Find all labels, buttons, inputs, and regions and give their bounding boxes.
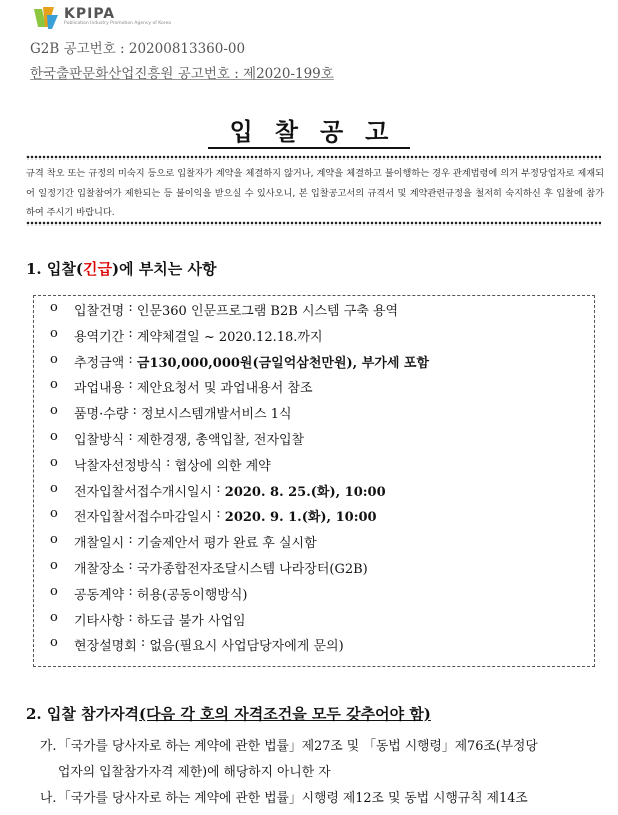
bid-detail-item	[50, 635, 344, 654]
bid-detail-label: 기타사항	[74, 613, 125, 629]
bid-detail-item	[50, 455, 271, 474]
agency-notice-text: 한국출판문화산업진흥원 공고번호 : 제2020-199호	[30, 66, 334, 82]
bid-detail-value: 정보시스템개발서비스 1식	[141, 407, 292, 423]
bid-detail-value: 금130,000,000원(금일억삼천만원), 부가세 포함	[136, 355, 430, 371]
bullet-icon: ο	[50, 300, 58, 315]
bid-detail-item	[50, 326, 323, 345]
bullet-icon: ο	[50, 480, 58, 496]
qualification-marker: 가.	[40, 739, 57, 754]
bid-detail-item	[50, 584, 248, 603]
bullet-icon: ο	[50, 403, 58, 419]
bid-detail-label: 과업내용	[74, 381, 125, 397]
qualification-item	[58, 761, 331, 780]
bullet-icon: ο	[50, 609, 58, 625]
logo-text: KPIPA	[64, 6, 116, 22]
bid-detail-separator: :	[124, 429, 137, 444]
bid-detail-label: 공동계약	[74, 587, 125, 603]
bid-detail-separator: :	[161, 454, 175, 470]
bullet-icon: ο	[50, 454, 58, 470]
bid-detail-separator: :	[124, 532, 137, 548]
bid-detail-label: 품명·수량	[74, 407, 129, 423]
star-divider-top	[26, 155, 601, 160]
bid-detail-label: 추정금액	[74, 355, 125, 371]
bid-detail-separator: :	[212, 506, 225, 522]
bullet-icon: ο	[50, 583, 58, 599]
bid-detail-label: 전자입찰서접수개시일시	[74, 484, 213, 500]
bid-detail-label: 개찰장소	[74, 562, 125, 577]
section-1-heading	[26, 258, 216, 279]
bullet-icon: ο	[50, 558, 58, 573]
bid-detail-separator: :	[136, 635, 150, 651]
bid-detail-item	[50, 403, 292, 422]
bid-detail-value: 협상에 의한 계약	[174, 458, 271, 474]
bid-detail-value: 2020. 9. 1.(화), 10:00	[224, 510, 377, 526]
g2b-notice-number: G2B 공고번호 : 20200813360-00	[30, 41, 246, 57]
document-title	[0, 112, 618, 147]
logo-subtitle: Publication Industry Promotion Agency of Korea	[64, 21, 172, 26]
kpipa-logo	[32, 4, 60, 32]
bid-detail-item	[50, 300, 398, 319]
bid-detail-separator: :	[212, 480, 225, 496]
bid-detail-label: 입찰방식	[74, 433, 125, 448]
bid-detail-label: 개찰일시	[74, 536, 125, 552]
bid-detail-separator: :	[128, 403, 142, 419]
qualification-item	[40, 735, 538, 754]
agency-notice-number	[30, 62, 334, 82]
document-title-text: 입찰공고	[208, 117, 411, 149]
bullet-icon: ο	[50, 635, 58, 651]
bullet-icon: ο	[50, 377, 58, 393]
bid-detail-separator: :	[124, 609, 137, 625]
bid-detail-separator: :	[124, 583, 137, 599]
bid-detail-label: 전자입찰서접수마감일시	[74, 510, 213, 526]
bid-detail-value: 허용(공동이행방식)	[136, 587, 248, 603]
section-1-prefix: 1. 입찰(	[26, 260, 83, 278]
section-2-heading	[26, 703, 431, 724]
bullet-icon: ο	[50, 429, 58, 444]
section-2-underlined: (다음 각 호의 자격조건을 모두 갖추어야 함)	[139, 705, 431, 723]
bullet-icon: ο	[50, 325, 58, 341]
bid-detail-item	[50, 352, 429, 371]
bid-detail-item	[50, 377, 313, 396]
star-divider-bottom	[26, 221, 601, 226]
bid-detail-value: 기술제안서 평가 완료 후 실시함	[136, 536, 317, 552]
bullet-icon: ο	[50, 532, 58, 548]
bid-detail-item	[50, 532, 317, 551]
bid-detail-label: 낙찰자선정방식	[74, 458, 162, 474]
bid-detail-item	[50, 506, 377, 525]
bid-detail-separator: :	[124, 558, 137, 573]
bid-detail-label: 현장설명회	[74, 639, 137, 655]
bid-detail-label: 용역기간	[74, 329, 125, 345]
warning-text: 규격 착오 또는 규정의 미숙지 등으로 입찰자가 계약을 체결하지 않거나, 계약을 체결하고 불이행하는 경우 관계법령에 의거 부정당업자로 제재되어 일정기간 입찰참여가 제한되는 등 불이익을 받으실 수 있사오니, 본 입찰공고서의 규격서 및 계약관련규정을 철저히 숙지하신 후 입찰에 참가하여 주시기 바랍니다.	[26, 168, 604, 218]
bid-detail-item	[50, 481, 386, 500]
bullet-icon: ο	[50, 506, 58, 522]
bid-detail-value: 제한경쟁, 총액입찰, 전자입찰	[136, 433, 305, 448]
bid-detail-value: 하도급 불가 사업임	[136, 613, 246, 629]
bid-detail-separator: :	[124, 325, 137, 341]
kpipa-logo-icon	[32, 5, 60, 31]
bid-detail-value: 2020. 8. 25.(화), 10:00	[224, 484, 386, 500]
bid-detail-value: 국가종합전자조달시스템 나라장터(G2B)	[136, 562, 368, 577]
bid-detail-value: 제안요청서 및 과업내용서 참조	[136, 381, 313, 397]
bullet-icon: ο	[50, 351, 58, 367]
qualification-marker: 나.	[40, 791, 57, 806]
bid-detail-separator: :	[124, 300, 137, 315]
bid-detail-value: 인문360 인문프로그램 B2B 시스템 구축 용역	[136, 304, 399, 319]
bid-detail-item	[50, 558, 368, 577]
bid-detail-label: 입찰건명	[74, 304, 125, 319]
bid-detail-separator: :	[124, 377, 137, 393]
bid-detail-item	[50, 610, 246, 629]
bid-detail-separator: :	[124, 351, 137, 367]
bid-detail-value: 계약체결일 ~ 2020.12.18.까지	[136, 329, 323, 345]
section-1-suffix: )에 부치는 사항	[111, 260, 217, 278]
qualification-text: 업자의 입찰참가자격 제한)에 해당하지 아니한 자	[58, 765, 331, 780]
section-1-highlight: 긴급	[82, 260, 112, 278]
qualification-text: 「국가를 당사자로 하는 계약에 관한 법률」제27조 및 「동법 시행령」제76조(부정당	[58, 739, 538, 754]
qualification-text: 「국가를 당사자로 하는 계약에 관한 법률」시행령 제12조 및 동법 시행규칙 제14조	[58, 791, 528, 806]
bid-detail-value: 없음(필요시 사업담당자에게 문의)	[149, 639, 344, 655]
qualification-item	[40, 787, 528, 806]
bid-detail-item	[50, 429, 304, 448]
section-2-prefix: 2. 입찰 참가자격	[26, 705, 140, 723]
